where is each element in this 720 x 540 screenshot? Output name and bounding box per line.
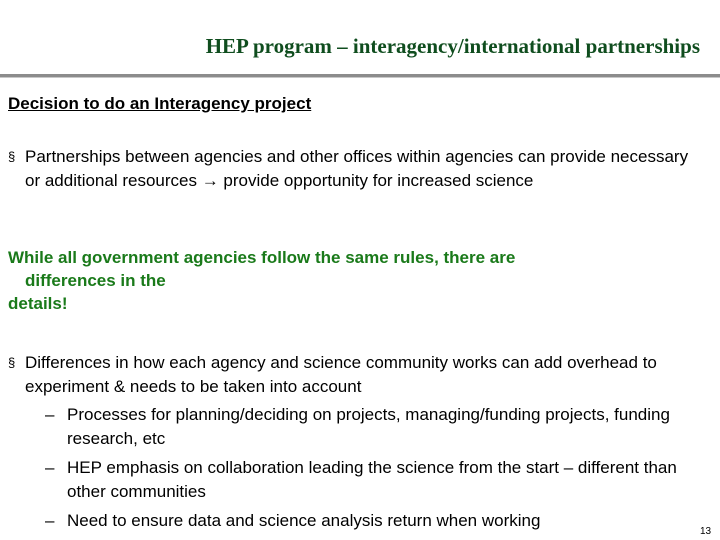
bullet-text: Partnerships between agencies and other offices within agencies can provide necessary or additional resources → provide opportunity for increased science (25, 147, 689, 190)
slide-title: HEP program – interagency/international partnerships (205, 34, 700, 58)
bullet-text: Differences in how each agency and science community works can add overhead to experiment & needs to be taken into account (25, 353, 657, 396)
sub-item-marker: – (45, 511, 55, 530)
page-number: 13 (700, 526, 712, 537)
sub-item-processes (45, 403, 697, 451)
title-divider (0, 74, 720, 78)
callout-text (8, 246, 648, 315)
sub-item-marker: – (45, 458, 55, 477)
bullet-marker: § (8, 149, 16, 164)
sub-item-marker: – (45, 405, 55, 424)
sub-item-text: Processes for planning/deciding on projects, managing/funding projects, funding research, etc (67, 405, 670, 448)
sub-item-data-return (45, 509, 697, 533)
bullet-marker: § (8, 355, 16, 370)
sub-item-collaboration (45, 456, 697, 504)
section-heading: Decision to do an Interagency project (8, 94, 312, 113)
sub-item-text: Need to ensure data and science analysis return when working (67, 511, 541, 530)
callout-line-2: differences in the (25, 271, 166, 290)
sub-item-text: HEP emphasis on collaboration leading the science from the start – different than other communities (67, 458, 677, 501)
callout-line-1: While all government agencies follow the same rules, there are (8, 248, 516, 267)
bullet-partnerships (8, 145, 695, 193)
callout-line-3: details! (8, 294, 68, 313)
bullet-differences (8, 351, 695, 399)
